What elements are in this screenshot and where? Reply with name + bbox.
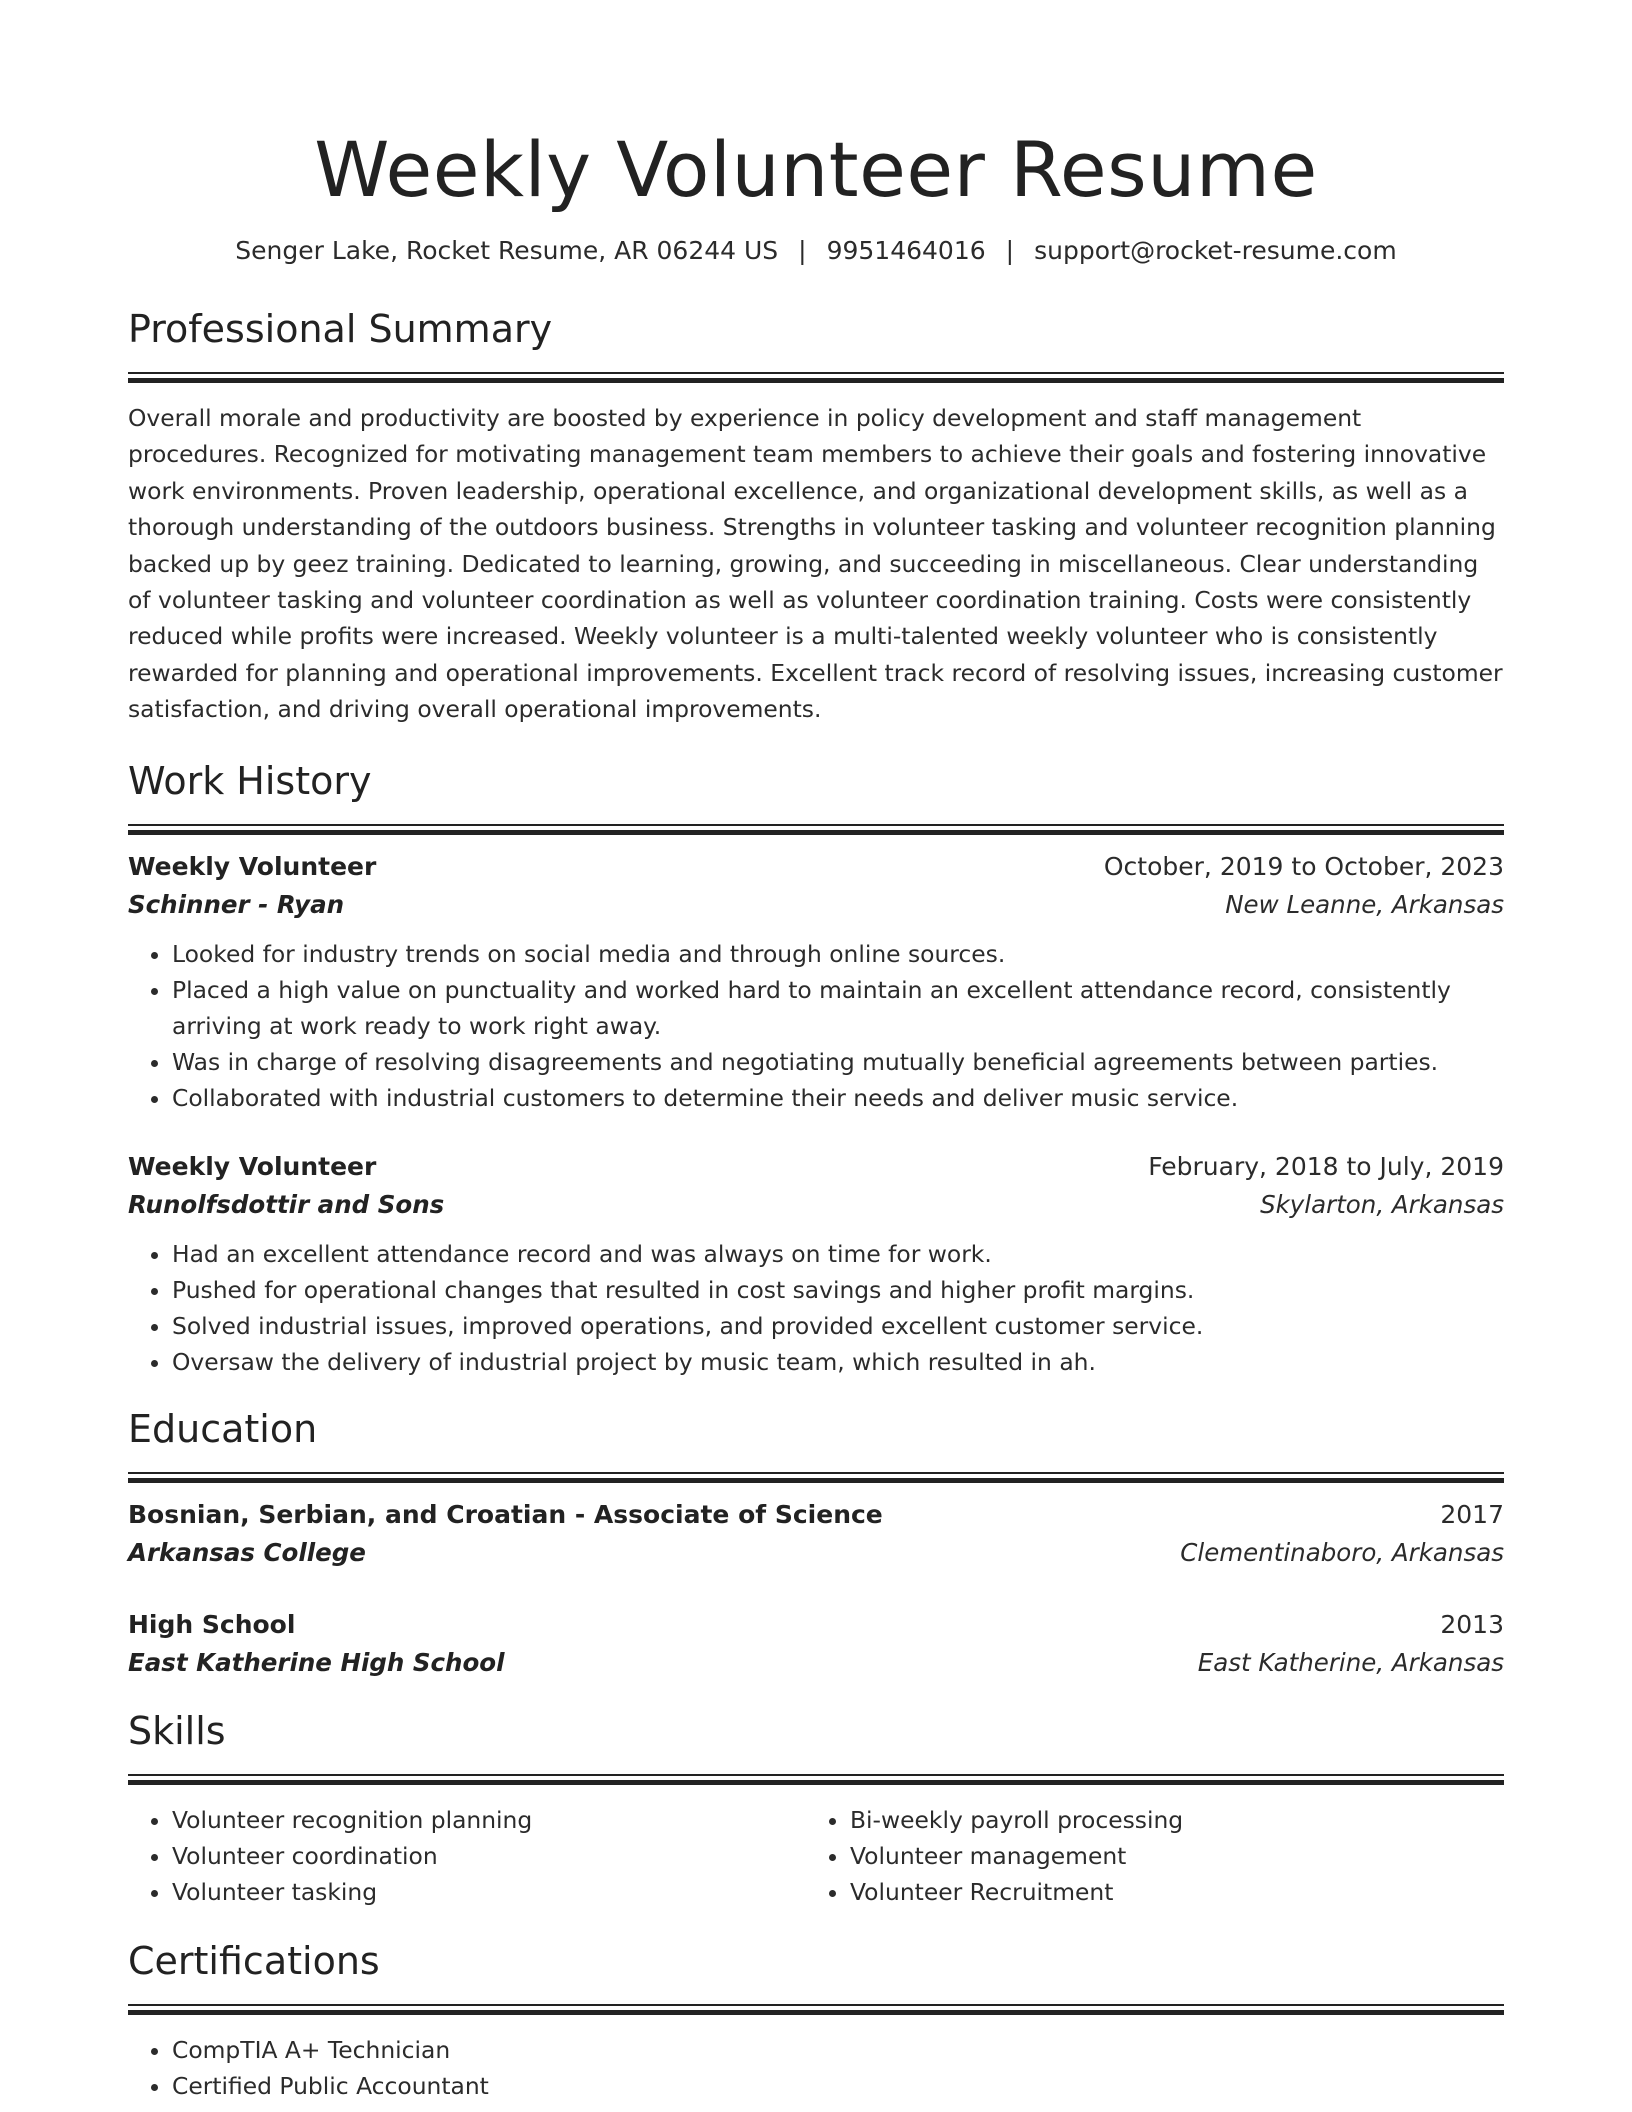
education-year: 2013	[1440, 1609, 1504, 1639]
list-item: • Collaborated with industrial customers to determine their needs and deliver music service.	[172, 1080, 1504, 1116]
education-school: Arkansas College	[128, 1537, 366, 1567]
job-entry	[128, 1148, 1504, 1380]
list-item: • Volunteer Recruitment	[850, 1874, 1484, 1910]
section-heading: Certifications	[128, 1938, 380, 1983]
job-employer: Schinner - Ryan	[128, 889, 345, 919]
list-item: • Oversaw the delivery of industrial project by music team, which resulted in ah.	[172, 1344, 1504, 1380]
skills-section	[128, 1706, 1504, 1910]
section-rule	[128, 2004, 1504, 2014]
list-item: • Bi-weekly payroll processing	[850, 1802, 1484, 1838]
section-heading: Professional Summary	[128, 307, 553, 351]
work-history-section	[128, 756, 1504, 1380]
job-title: Weekly Volunteer	[128, 851, 377, 881]
section-rule	[128, 824, 1504, 834]
list-item: • Volunteer recognition planning	[172, 1802, 806, 1838]
job-dates: February, 2018 to July, 2019	[1148, 1151, 1504, 1181]
section-heading: Work History	[128, 758, 372, 803]
skills-column-left	[128, 1802, 806, 1910]
summary-text: Overall morale and productivity are boosted by experience in policy development and staff management procedures. Recognized for motivating management team members to achieve their goals and fostering innovative work environments. Proven leadership, operational excellence, and organizational development skills, as well as a thorough understanding of the outdoors business. Strengths in volunteer tasking and volunteer recognition planning backed up by geez training. Dedicated to learning, growing, and succeeding in miscellaneous. Clear understanding of volunteer tasking and volunteer coordination as well as volunteer coordination training. Costs were consistently reduced while profits were increased. Weekly volunteer is a multi-talented weekly volunteer who is consistently rewarded for planning and operational improvements. Excellent track record of resolving issues, increasing customer satisfaction, and driving overall operational improvements.	[128, 404, 1503, 724]
list-item: • CompTIA A+ Technician	[172, 2032, 1504, 2068]
education-degree: Bosnian, Serbian, and Croatian - Associate of Science	[128, 1499, 883, 1529]
education-degree: High School	[128, 1609, 296, 1639]
section-rule	[128, 1774, 1504, 1784]
education-entry	[128, 1496, 1504, 1572]
skills-column-right	[806, 1802, 1484, 1910]
contact-line	[128, 234, 1504, 268]
education-section	[128, 1404, 1504, 1682]
list-item: • Placed a high value on punctuality and worked hard to maintain an excellent attendance record, consistently arriving at work ready to work right away.	[172, 972, 1504, 1044]
list-item: • Was in charge of resolving disagreements and negotiating mutually beneficial agreements between parties.	[172, 1044, 1504, 1080]
section-rule	[128, 1472, 1504, 1482]
section-heading: Skills	[128, 1708, 226, 1753]
list-item: • Pushed for operational changes that resulted in cost savings and higher profit margins.	[172, 1272, 1504, 1308]
list-item: • Volunteer management	[850, 1838, 1484, 1874]
list-item: • Certified Public Accountant	[172, 2068, 1504, 2104]
education-location: Clementinaboro, Arkansas	[1180, 1537, 1504, 1567]
certifications-list	[128, 2032, 1504, 2104]
summary-section	[128, 304, 1504, 728]
list-item: • Volunteer coordination	[172, 1838, 806, 1874]
list-item: • Solved industrial issues, improved operations, and provided excellent customer service.	[172, 1308, 1504, 1344]
contact-phone: 9951464016	[826, 236, 986, 265]
education-year: 2017	[1440, 1499, 1504, 1529]
certifications-section	[128, 1936, 1504, 2104]
contact-email: support@rocket-resume.com	[1034, 236, 1397, 265]
job-dates: October, 2019 to October, 2023	[1103, 851, 1504, 881]
list-item: • Volunteer tasking	[172, 1874, 806, 1910]
skills-list	[128, 1802, 806, 1910]
education-entry	[128, 1606, 1504, 1682]
job-title: Weekly Volunteer	[128, 1151, 377, 1181]
job-location: Skylarton, Arkansas	[1260, 1189, 1504, 1219]
resume-title: Weekly Volunteer Resume	[314, 125, 1318, 214]
job-bullets	[128, 936, 1504, 1116]
list-item: • Looked for industry trends on social media and through online sources.	[172, 936, 1504, 972]
skills-list	[806, 1802, 1484, 1910]
contact-separator: |	[798, 236, 807, 265]
skills-grid	[128, 1802, 1504, 1910]
contact-address: Senger Lake, Rocket Resume, AR 06244 US	[235, 236, 779, 265]
education-school: East Katherine High School	[128, 1647, 505, 1677]
section-heading: Education	[128, 1406, 318, 1451]
section-rule	[128, 372, 1504, 382]
job-bullets	[128, 1236, 1504, 1380]
job-entry	[128, 848, 1504, 1116]
education-location: East Katherine, Arkansas	[1197, 1647, 1504, 1677]
resume-page	[128, 0, 1504, 2104]
list-item: • Had an excellent attendance record and was always on time for work.	[172, 1236, 1504, 1272]
contact-separator: |	[1005, 236, 1015, 265]
job-location: New Leanne, Arkansas	[1225, 889, 1504, 919]
job-employer: Runolfsdottir and Sons	[128, 1189, 445, 1219]
